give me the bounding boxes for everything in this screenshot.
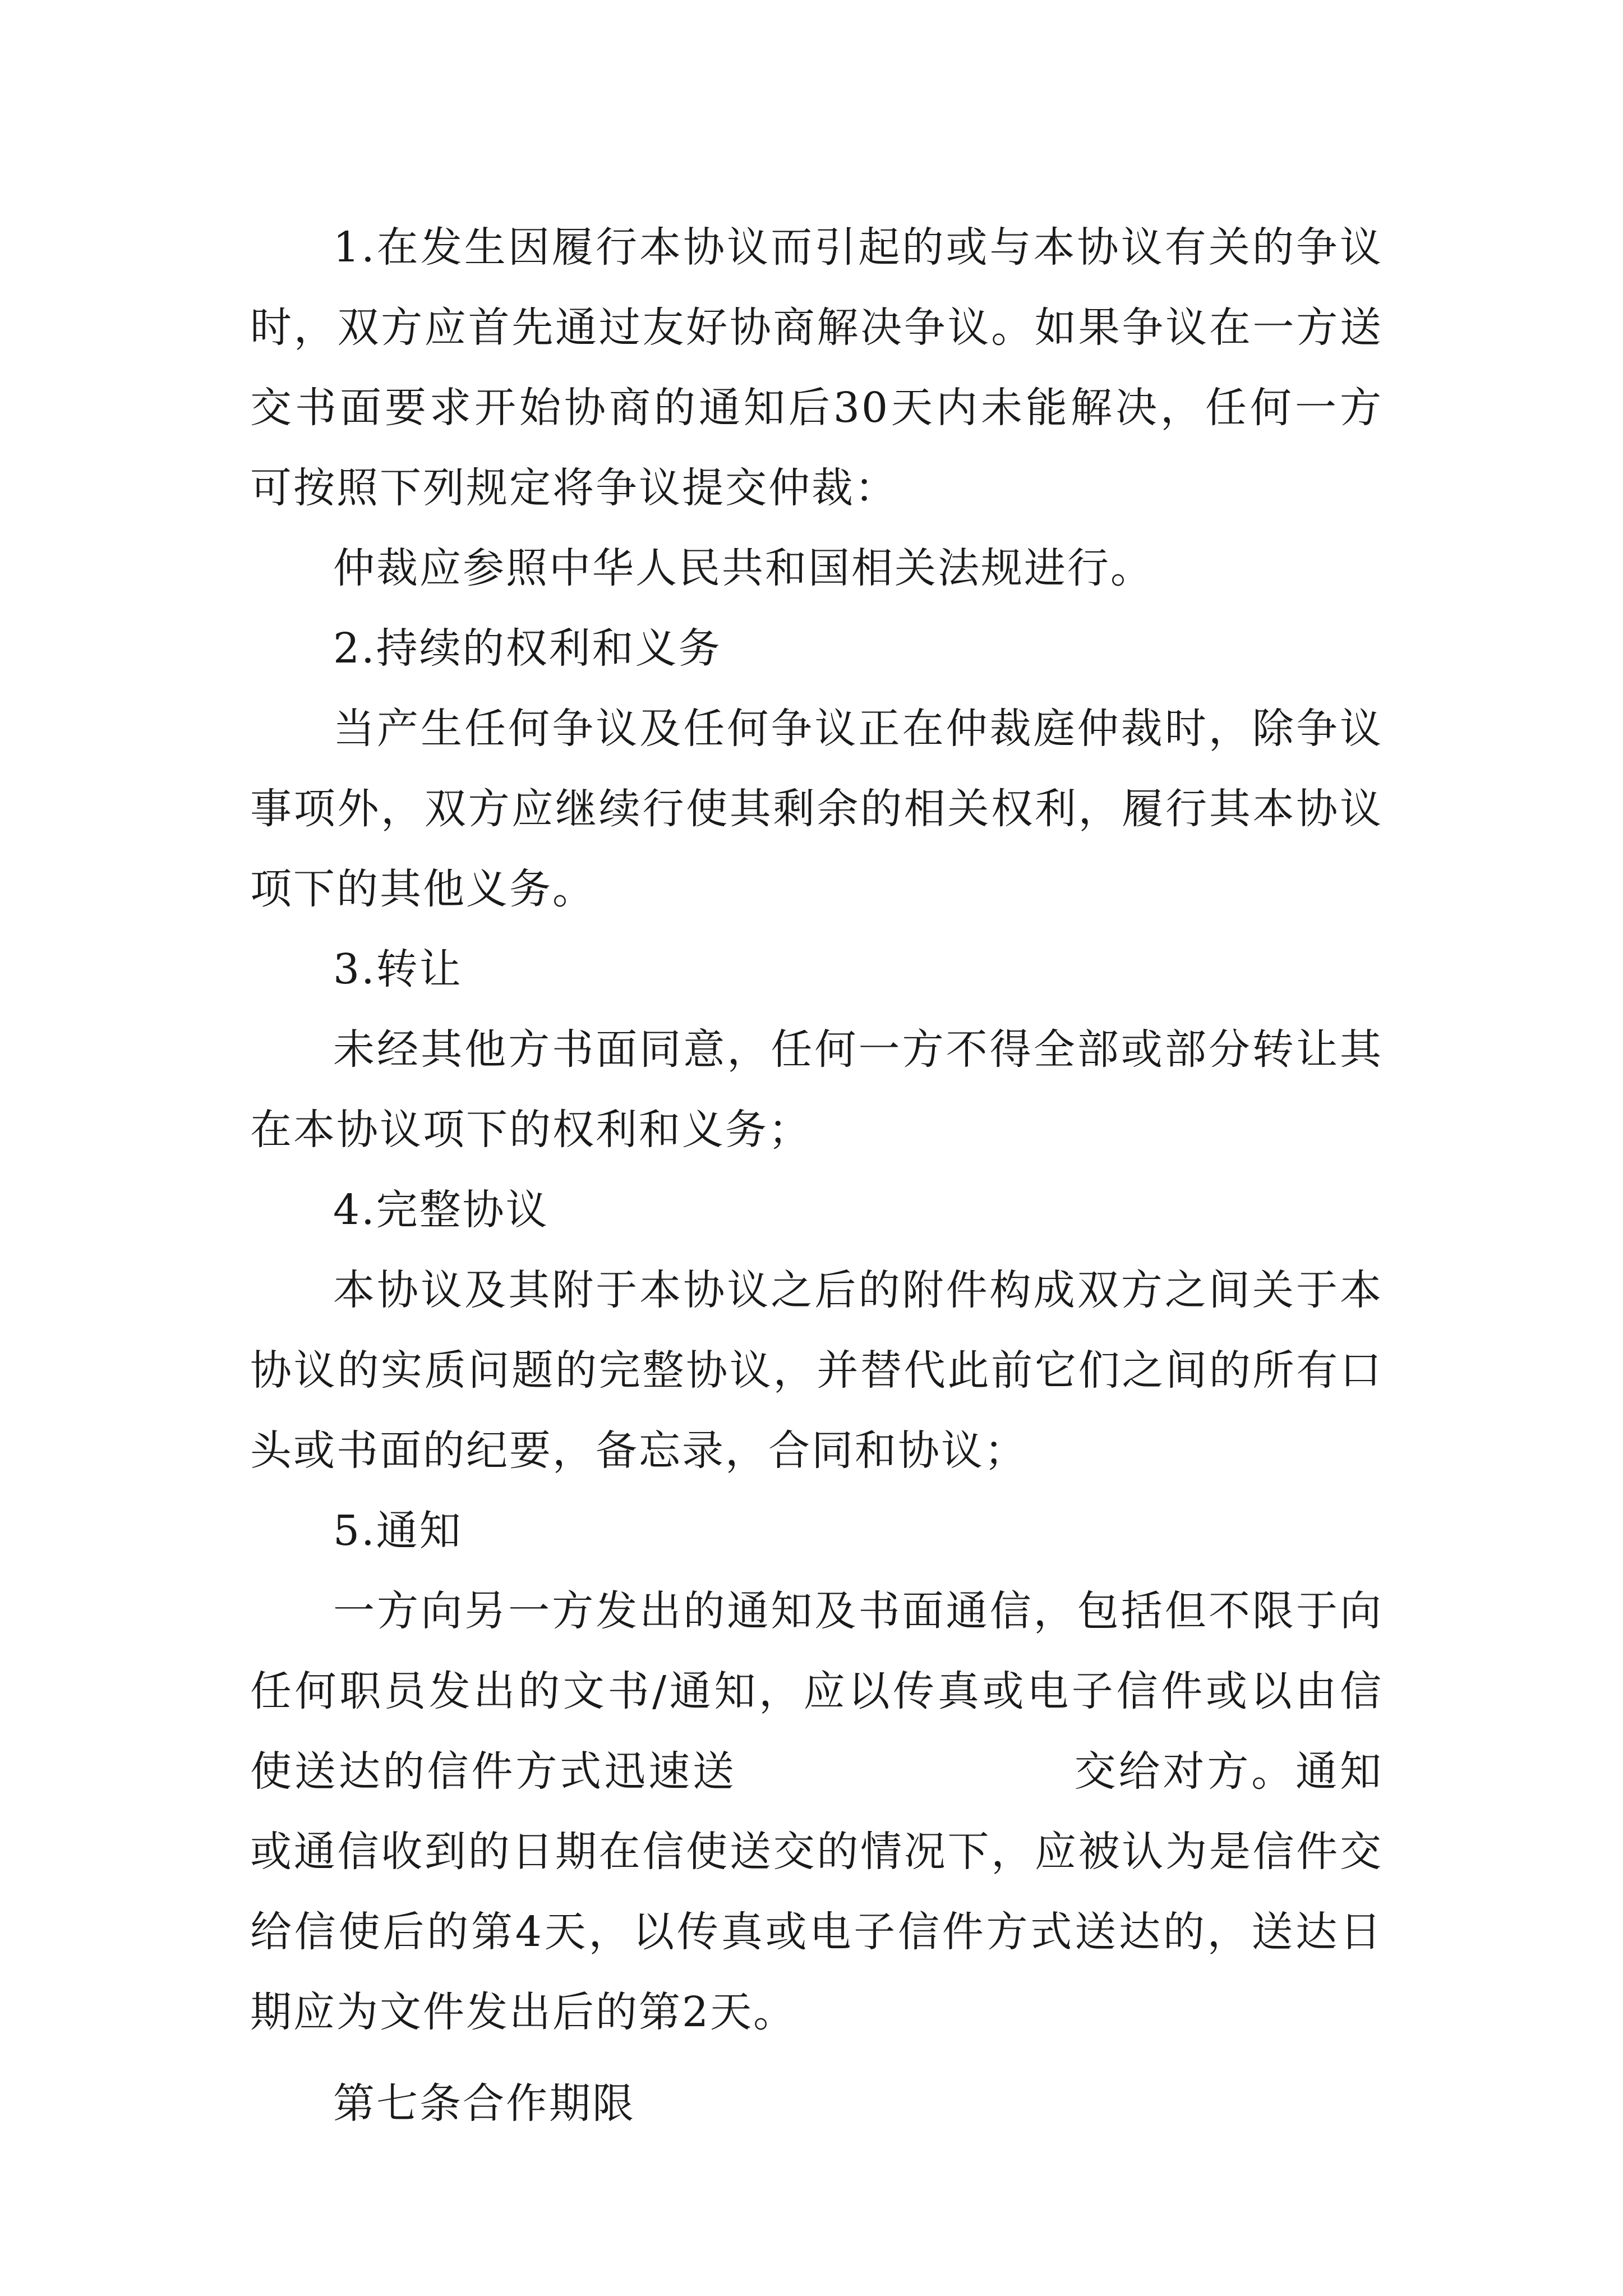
heading-article-seven: 第七条合作期限 [333,2079,635,2128]
paragraph-arbitration: 仲裁应参照中华人民共和国相关法规进行。 [333,544,1154,592]
heading-entire-agreement: 4.完整协议 [333,1186,549,1234]
paragraph-transfer: 未经其他方书面同意，任何一方不得全部或部分转让其在本协议项下的权利和义务； [250,1025,1383,1154]
heading-transfer: 3.转让 [333,945,463,993]
paragraph-continuing-rights: 当产生任何争议及任何争议正在仲裁庭仲裁时，除争议事项外，双方应继续行使其剩余的相关权利，履行其本协议项下的其他义务。 [250,705,1383,913]
paragraph-notice [250,1571,1383,2053]
paragraph-entire-agreement: 本协议及其附于本协议之后的附件构成双方之间关于本协议的实质问题的完整协议，并替代此前它们之间的所有口头或书面的纪要，备忘录，合同和协议； [250,1266,1383,1475]
document-body [250,208,1383,2144]
heading-notice: 5.通知 [333,1507,463,1555]
paragraph-notice-part-1: 一方向另一方发出的通知及书面通信，包括但不限于向任何职员发出的文书/通知，应以传真或电子信件或以由信使送达的信件方式迅速送 [250,1587,1383,1796]
paragraph-notice-part-2: 交给对方。通知或通信收到的日期在信使送交的情况下，应被认为是信件交给信使后的第4天，以传真或电子信件方式送达的，送达日期应为文件发出后的第2天。 [250,1747,1384,2036]
heading-continuing-rights: 2.持续的权利和义务 [333,624,722,673]
paragraph-dispute-resolution: 1.在发生因履行本协议而引起的或与本协议有关的争议时，双方应首先通过友好协商解决争议。如果争议在一方送交书面要求开始协商的通知后30天内未能解决，任何一方可按照下列规定将争议提交仲裁： [250,223,1383,512]
